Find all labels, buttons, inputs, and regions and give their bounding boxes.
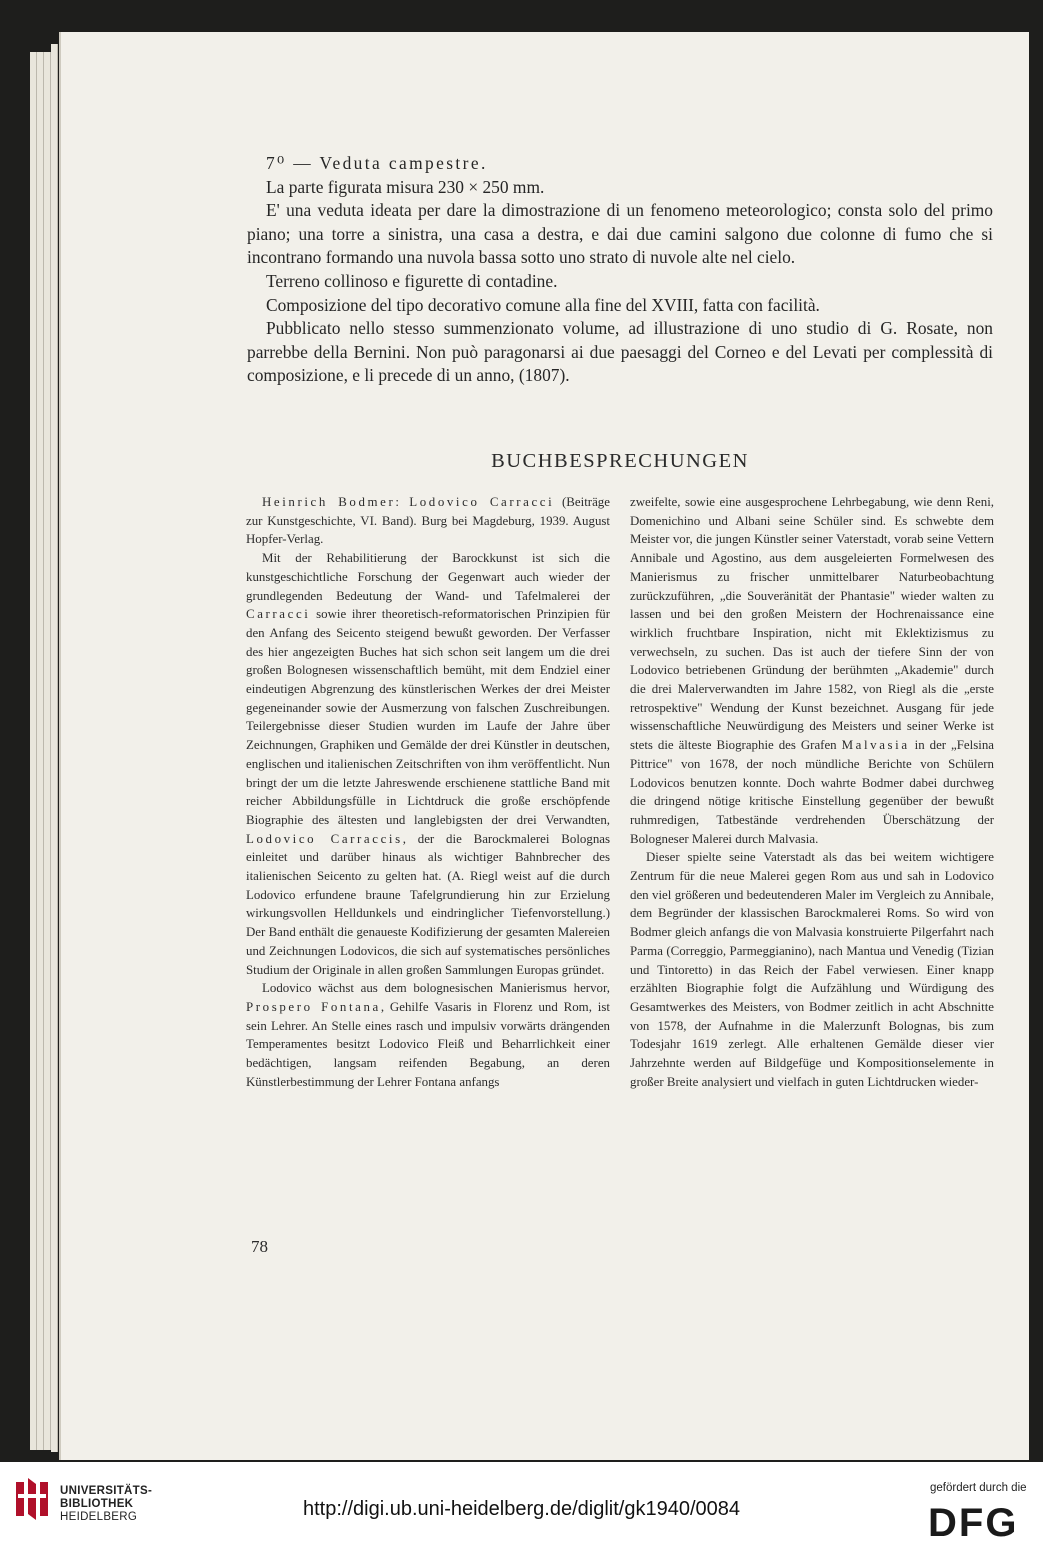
review-column-left: [246, 493, 610, 1092]
document-url-link[interactable]: http://digi.ub.uni-heidelberg.de/diglit/gk1940/0084: [303, 1498, 740, 1520]
text-run: sowie ihrer theoretisch-reformatorischen Prinzipien für den Anfang des Seicento steigend bewußt geworden. Der Verfasser des hier angezeigten Buches hat sich schon seit langem um die drei großen Bolognesen wissenschaftlich bemüht, mit dem Endziel einer eindeutigen Abgrenzung des künstlerischen Werkes der drei Meister gegeneinander sowie der Ausmerzung von falschen Zuschreibungen. Teilergebnisse dieser Studien wurden im Laufe der Jahre über Zeichnungen, Graphiken und Gemälde der drei Künstler in deutschen, englischen und italienischen Zeitschriften von ihm veröffentlicht. Nun bringt der um die letzte Jahreswende erschienene stattliche Band mit reicher Abbildungsfülle in Lichtdruck die große erschöpfende Biographie des ältesten und langlebigsten der drei Verwandten,: [246, 607, 610, 827]
entry-heading: 7⁰ — Veduta campestre.: [266, 153, 488, 173]
library-name-line: BIBLIOTHEK: [60, 1498, 134, 1510]
review-author: Heinrich Bodmer:: [262, 495, 402, 509]
text-run: , Gehilfe Vasaris in Florenz und Rom, ist sein Lehrer. An Stelle eines rasch und impulsiv vorwärts drängenden Temperamentes besitzt Lodovico Fleiß und Beharrlichkeit einer bedächtigen, langsam reifenden Begabung, an deren Künstlerbestimmung der Lehrer Fontana anfangs: [246, 999, 610, 1089]
entry-paragraph: E' una veduta ideata per dare la dimostrazione di un fenomeno meteorologico; consta solo del primo piano; una torre a sinistra, una casa a destra, e dai due camini salgono due colonne di fumo che si incontrano formando una nuvola bassa sotto uno strato di nuvole alte nel cielo.: [247, 200, 993, 268]
page-edge: [37, 52, 44, 1450]
text-run: , der die Barockmalerei Bolognas einleitet und darüber hinaus als wichtiger Bahnbrecher des italienischen Seicento zu gelten hat. (A. Riegl weist auf die durch Lodovico erfundene braune Tafelgrundierung hin zur Erzielung wirkungsvollen Helldunkels und eindringlicher Tiefenvorstellung.) Der Band enthält die genaueste Kodifizierung der gesamten Malereien und Zeichnungen Lodovicos, die sich auf systematisches persönliches Studium der Originale in allen großen Sammlungen Europas gründet.: [246, 831, 611, 977]
entry-paragraph: Terreno collinoso e figurette di contadine.: [266, 270, 558, 291]
review-paragraph: [246, 549, 610, 979]
entry-paragraph: Composizione del tipo decorativo comune alla fine del XVIII, fatta con facilità.: [266, 294, 820, 315]
review-paragraph: [246, 979, 610, 1091]
text-run: Mit der Rehabilitierung der Barockkunst ist sich die kunstgeschichtliche Forschung der Gegenwart auch wieder der grundlegenden Bedeutung der Wand- und Tafelmalerei der: [246, 551, 610, 603]
library-name-line: UNIVERSITÄTS-: [60, 1485, 153, 1497]
library-name-line: HEIDELBERG: [60, 1511, 138, 1523]
review-column-right: [630, 493, 994, 1092]
entry-paragraph: La parte figurata misura 230 × 250 mm.: [266, 176, 545, 197]
book-page: [61, 32, 1029, 1460]
spaced-name: Prospero Fontana: [246, 999, 381, 1014]
review-paragraph: [630, 493, 994, 848]
text-run: Lodovico wächst aus dem bolognesischen Manierismus hervor,: [262, 981, 610, 996]
text-run: in der „Felsina Pittrice" von 1678, der noch mündliche Berichte von Schülern Lodovicos benutzen konnte. Doch wahrte Bodmer dabei durchweg die dringend nötige kritische Einstellung gegenüber der bewußt ruhmredigen, Tatbestände verdrehenden Überschätzung der Bologneser Malerei durch Malvasia.: [630, 738, 995, 846]
page-edge: [44, 52, 51, 1450]
spaced-name: Malvasia: [841, 738, 910, 753]
review-work-title: Lodovico Carracci: [409, 495, 555, 509]
sponsor-caption: gefördert durch die: [930, 1482, 1027, 1494]
spaced-name: Carracci: [246, 607, 311, 622]
page-edge: [30, 52, 37, 1450]
spaced-name: Lodovico Carraccis: [246, 831, 403, 846]
review-citation-text: (Beiträge zur Kunstgeschichte, VI. Band). Burg bei Magdeburg, 1939. August Hopfer-Verlag.: [246, 495, 610, 547]
dfg-logo-text: DFG: [928, 1502, 1019, 1540]
page-edge: [51, 44, 58, 1452]
page-number: 78: [251, 1237, 268, 1256]
entry-paragraph: Pubblicato nello stesso summenzionato volume, ad illustrazione di uno studio di G. Rosate, non parrebbe della Bernini. Non può paragonarsi ai due paesaggi del Corneo e del Levati per complessità di composizione, e li precede di un anno, (1807).: [247, 318, 993, 386]
dfg-logo-icon: [928, 1502, 1030, 1545]
review-citation: [246, 493, 610, 549]
italian-catalogue-entry: [247, 152, 993, 388]
page-content: [61, 32, 1029, 1460]
text-run: zweifelte, sowie eine ausgesprochene Lehrbegabung, wie denn Reni, Domenichino und Albani seine Schüler sind. Es schwebte dem Meister vor, die jungen Künstler seiner Vaterstadt, vorab seine Vettern Annibale und Agostino, aus dem ausgeleierten Formelwesen des Manierismus zu frischer unmittelbarer Naturbeobachtung zurückzuführen, „die Souveränität der Phantasie" wieder walten zu lassen und bei den großen Meistern der Hochrenaissance eine wirklich fruchtbare Inspiration, nicht mit Eklektizismus zu verwechseln, zu suchen. Das ist auch der tiefere Sinn der von Lodovico betriebenen Gründung der berühmten „Akademie" durch die drei Malerverwandten im Jahre 1582, von Riegl als die „erste retrospektive" Wendung der Kunst bezeichnet. Ausgang für jede wissenschaftliche Neuwürdigung des Meisters und seiner Werke ist stets die älteste Biographie des Grafen: [630, 495, 994, 753]
review-paragraph: Dieser spielte seine Vaterstadt als das bei weitem wichtigere Zentrum für die neue Malerei gegen Rom aus und sah in Lodovico den viel größeren und bedeutenderen Maler im Vergleich zu Annibale, dem Begründer der klassischen Barockmalerei Roms. So wird von Bodmer gleich anfangs die von Malvasia konstruierte Pilgerfahrt nach Parma (Correggio, Parmeggianino), nach Mantua und Venedig (Tizian und Tintoretto) in das Reich der Fabel verwiesen. Einer knapp erzählten Biographie folgt die Aufzählung und Würdigung des Gesamtwerkes des Meisters, von Bodmer zeitlich in acht Abschnitte von 1578, der Aufnahme in die Malerzunft Bolognas, bis zum Todesjahr 1619 zerlegt. Alle erhaltenen Gemälde dieser vier Jahrzehnte werden auf Bildgefüge und Kompositionselemente in großer Breite analysiert und vielfach in guten Lichtdrucken wieder-: [630, 850, 994, 1089]
section-title: BUCHBESPRECHUNGEN: [491, 450, 749, 472]
